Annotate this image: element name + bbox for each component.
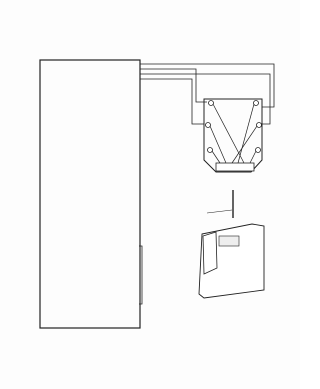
modular-jack xyxy=(204,99,262,172)
station-cable xyxy=(140,64,274,124)
telephone-set xyxy=(199,224,264,298)
modular-cord-pointer xyxy=(207,210,232,213)
split-block xyxy=(40,60,140,328)
